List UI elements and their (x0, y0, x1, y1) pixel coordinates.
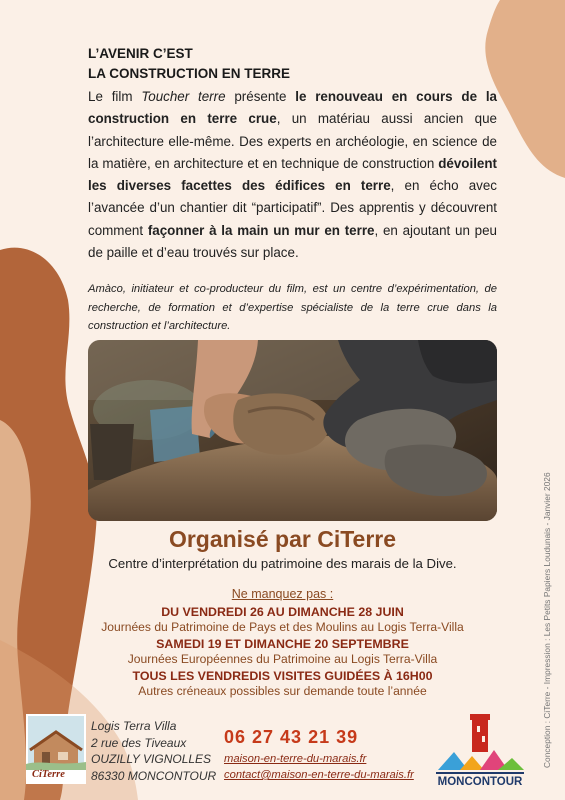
credits-line: Conception : CiTerre - Impression : Les Petits Papiers Loudunais - Janvier 2026 (542, 472, 552, 768)
event-date: SAMEDI 19 ET DIMANCHE 20 SEPTEMBRE (156, 637, 409, 651)
top-right-blob (485, 0, 565, 178)
event-description: Journées Européennes du Patrimoine au Logis Terra-Villa (127, 652, 438, 666)
event-date: TOUS LES VENDREDIS VISITES GUIDÉES À 16H00 (132, 669, 433, 683)
hands-shaping-earth-image (88, 340, 497, 521)
earth-building-photo (88, 340, 497, 521)
intro-emphasis: le renouveau en cours de la construction en terre crue (88, 89, 497, 127)
citerre-logo (26, 714, 86, 784)
address-line: 86330 MONCONTOUR (91, 768, 217, 783)
moncontour-logo (432, 712, 528, 792)
event-description: Autres créneaux possibles sur demande toute l’année (138, 684, 427, 698)
intro-text: , en écho avec l’avancée d’un chantier dit “participatif”. Des apprentis y découvrent comment (88, 178, 497, 238)
address-line: Logis Terra Villa (91, 719, 177, 733)
amaco-paragraph: Amàco, initiateur et co-producteur du film, est un centre d’expérimentation, de recherche, de formation et d’expertise spécialiste de la terre crue dans la construction et l’architecture. (88, 283, 497, 333)
phone-number: 06 27 43 21 39 (224, 727, 359, 747)
intro-text: , un matériau aussi ancien que l’architecture elle-même. Des experts en archéologie, en science de la matière, en architecture et en technique de construction (88, 111, 497, 171)
moncontour-logo-text: MONCONTOUR (437, 776, 523, 788)
address-line: 2 rue des Tiveaux (91, 735, 187, 750)
organizer-subtitle: Centre d’interprétation du patrimoine des marais de la Dive. (108, 556, 457, 571)
film-title: Toucher terre (141, 89, 226, 104)
email-link[interactable]: contact@maison-en-terre-du-marais.fr (224, 769, 414, 781)
intro-emphasis: dévoilent les diverses facettes des édifices en terre (88, 155, 497, 194)
contact-links (224, 751, 414, 783)
organizer-title: Organisé par CiTerre (168, 526, 397, 552)
heading-line-1: L’AVENIR C’EST (88, 46, 193, 61)
events-list (0, 586, 565, 699)
website-link[interactable]: maison-en-terre-du-marais.fr (224, 753, 367, 765)
intro-text: Le film (88, 89, 142, 104)
events-lead: Ne manquez pas : (231, 587, 334, 601)
section-heading (88, 44, 508, 84)
event-date: DU VENDREDI 26 AU DIMANCHE 28 JUIN (161, 605, 404, 619)
heading-line-2: LA CONSTRUCTION EN TERRE (88, 66, 290, 81)
intro-text: , en ajoutant un peu de paille et d’eau trouvés sur place. (88, 222, 497, 261)
citerre-logo-text: CiTerre (32, 769, 65, 780)
postal-address (91, 718, 216, 784)
event-description: Journées du Patrimoine de Pays et des Moulins au Logis Terra-Villa (101, 620, 464, 634)
intro-text: présente (225, 89, 296, 104)
intro-emphasis: façonner à la main un mur en terre (147, 222, 375, 238)
intro-paragraph (88, 86, 497, 264)
address-line: OUZILLY VIGNOLLES (91, 752, 212, 766)
